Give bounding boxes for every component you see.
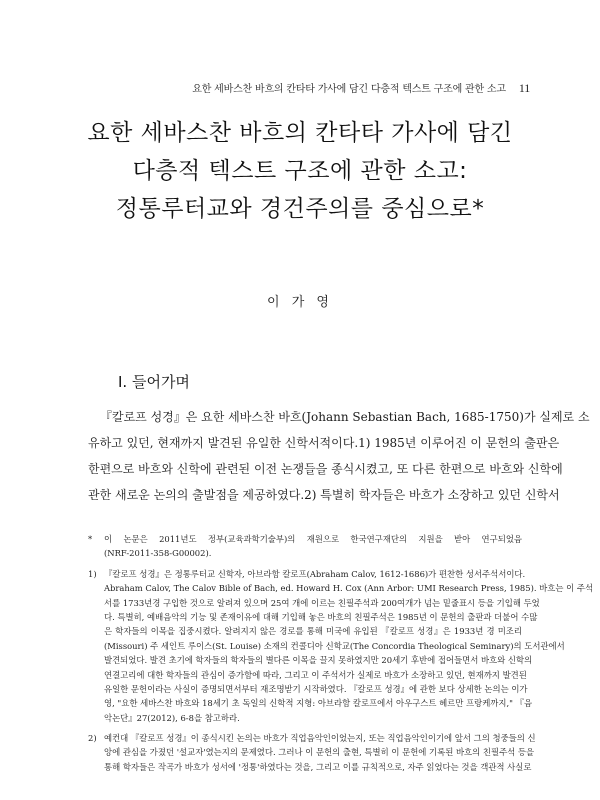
footnote — [88, 532, 522, 561]
body-line: 『칼로프 성경』은 요한 세바스찬 바흐(Johann Sebastian Bach, 1685-1750)가 실제로 소 — [100, 410, 590, 424]
body-paragraph — [88, 404, 590, 508]
body-line: 관한 새로운 논의의 출발점을 제공하였다.2) 특별히 학자들은 바흐가 소장하고 있던 신학서 — [88, 488, 560, 502]
footnote-line: 앙에 관심을 가졌던 '설교자'였는지의 문제였다. 그러나 이 문헌의 출현, 특별히 이 문헌에 기록된 바흐의 친필주석 등을 — [104, 747, 535, 758]
footnote-mark: 1) — [88, 568, 97, 579]
footnote-line: 연결고리에 대한 학자들의 관심이 증가함에 따라, 그리고 이 주석서가 실제로 바흐가 소장하고 있던, 현재까지 발견된 — [104, 669, 527, 680]
footnote-line: Abraham Calov, The Calov Bible of Bach, ed. Howard H. Cox (Ann Arbor: UMI Research Press, 1985). 바흐는 이 주석 — [104, 583, 594, 594]
footnote — [88, 731, 536, 774]
section-heading: I. 들어가며 — [118, 373, 190, 391]
author-name: 이 가 영 — [267, 295, 333, 310]
page-number: 11 — [518, 81, 530, 95]
title-line-3: 정통루터교와 경건주의를 중심으로* — [115, 196, 485, 222]
footnote-line: 통해 학자들은 작곡가 바흐가 성서에 '정통'하였다는 것을, 그리고 이를 규칙적으로, 자주 읽었다는 것을 객관적 사실로 — [104, 761, 532, 772]
footnote-line: 『칼로프 성경』은 정통루터교 신학자, 아브라함 칼로프(Abraham Calov, 1612-1686)가 편찬한 성서주석서이다. — [104, 568, 526, 579]
footnote-line: 예컨대 『칼로프 성경』이 종식시킨 논의는 바흐가 직업음악인이었는지, 또는 직업음악인이기에 앞서 그의 청중들의 신 — [104, 733, 536, 744]
article-title — [40, 114, 560, 228]
footnote-line: (Missouri) 주 세인트 루이스(St. Louise) 소재의 컨콜디아 신학교(The Concordia Theological Seminary)의 도서관에서 — [104, 640, 565, 651]
running-title: 요한 세바스찬 바흐의 칸타타 가사에 담긴 다층적 텍스트 구조에 관한 소고 — [192, 84, 506, 95]
body-line: 유하고 있던, 현재까지 발견된 유일한 신학서적이다.1) 1985년 이루어진 이 문헌의 출판은 — [88, 436, 560, 450]
footnote-line: 영, "요한 세바스찬 바흐와 18세기 초 독일의 신학적 지형: 아브라함 칼로프에서 아우구스트 헤르만 프랑케까지," 『음 — [104, 698, 533, 709]
running-header — [120, 80, 530, 96]
title-line-1: 요한 세바스찬 바흐의 칸타타 가사에 담긴 — [87, 120, 513, 146]
footnote-line: 이 논문은 2011년도 정부(교육과학기술부)의 재원으로 한국연구재단의 지원을 받아 연구되었음 — [104, 534, 522, 544]
footnote-line: 악논단』27(2012), 6-8을 참고하라. — [104, 712, 240, 723]
footnote-line: 은 학자들의 이목을 집중시켰다. 알려지지 않은 경로를 통해 미국에 유입된 『칼로프 성경』은 1933년 경 미조리 — [104, 626, 522, 637]
footnote-line: 서를 1733년경 구입한 것으로 알려져 있으며 25여 개에 이르는 친필주석과 200여개가 넘는 밑줄표시 등을 기입해 두었 — [104, 597, 540, 608]
footnote-line: (NRF-2011-358-G00002). — [104, 548, 212, 559]
footnote-line: 다. 특별히, 예배음악의 기능 및 존재이유에 대해 기입해 놓은 바흐의 친필주석은 1985년 이 문헌의 출판과 더불어 수많 — [104, 611, 538, 622]
footnote-line: 발견되었다. 발견 초기에 학자들의 학자들의 별다른 이목을 끌지 못하였지만 20세기 후반에 접어들면서 바흐와 신학의 — [104, 655, 533, 666]
body-line: 한편으로 바흐와 신학에 관련된 이전 논쟁들을 종식시켰고, 또 다른 한편으로 바흐와 신학에 — [88, 462, 563, 476]
footnote-line: 유일한 문헌이라는 사실이 증명되면서부터 재조명받기 시작하였다. 『칼로프 성경』에 관한 보다 상세한 논의는 이가 — [104, 683, 528, 694]
footnote — [88, 567, 594, 725]
footnotes — [88, 532, 594, 780]
title-line-2: 다층적 텍스트 구조에 관한 소고: — [132, 158, 468, 184]
footnote-mark: * — [88, 534, 93, 544]
footnote-mark: 2) — [88, 733, 97, 744]
